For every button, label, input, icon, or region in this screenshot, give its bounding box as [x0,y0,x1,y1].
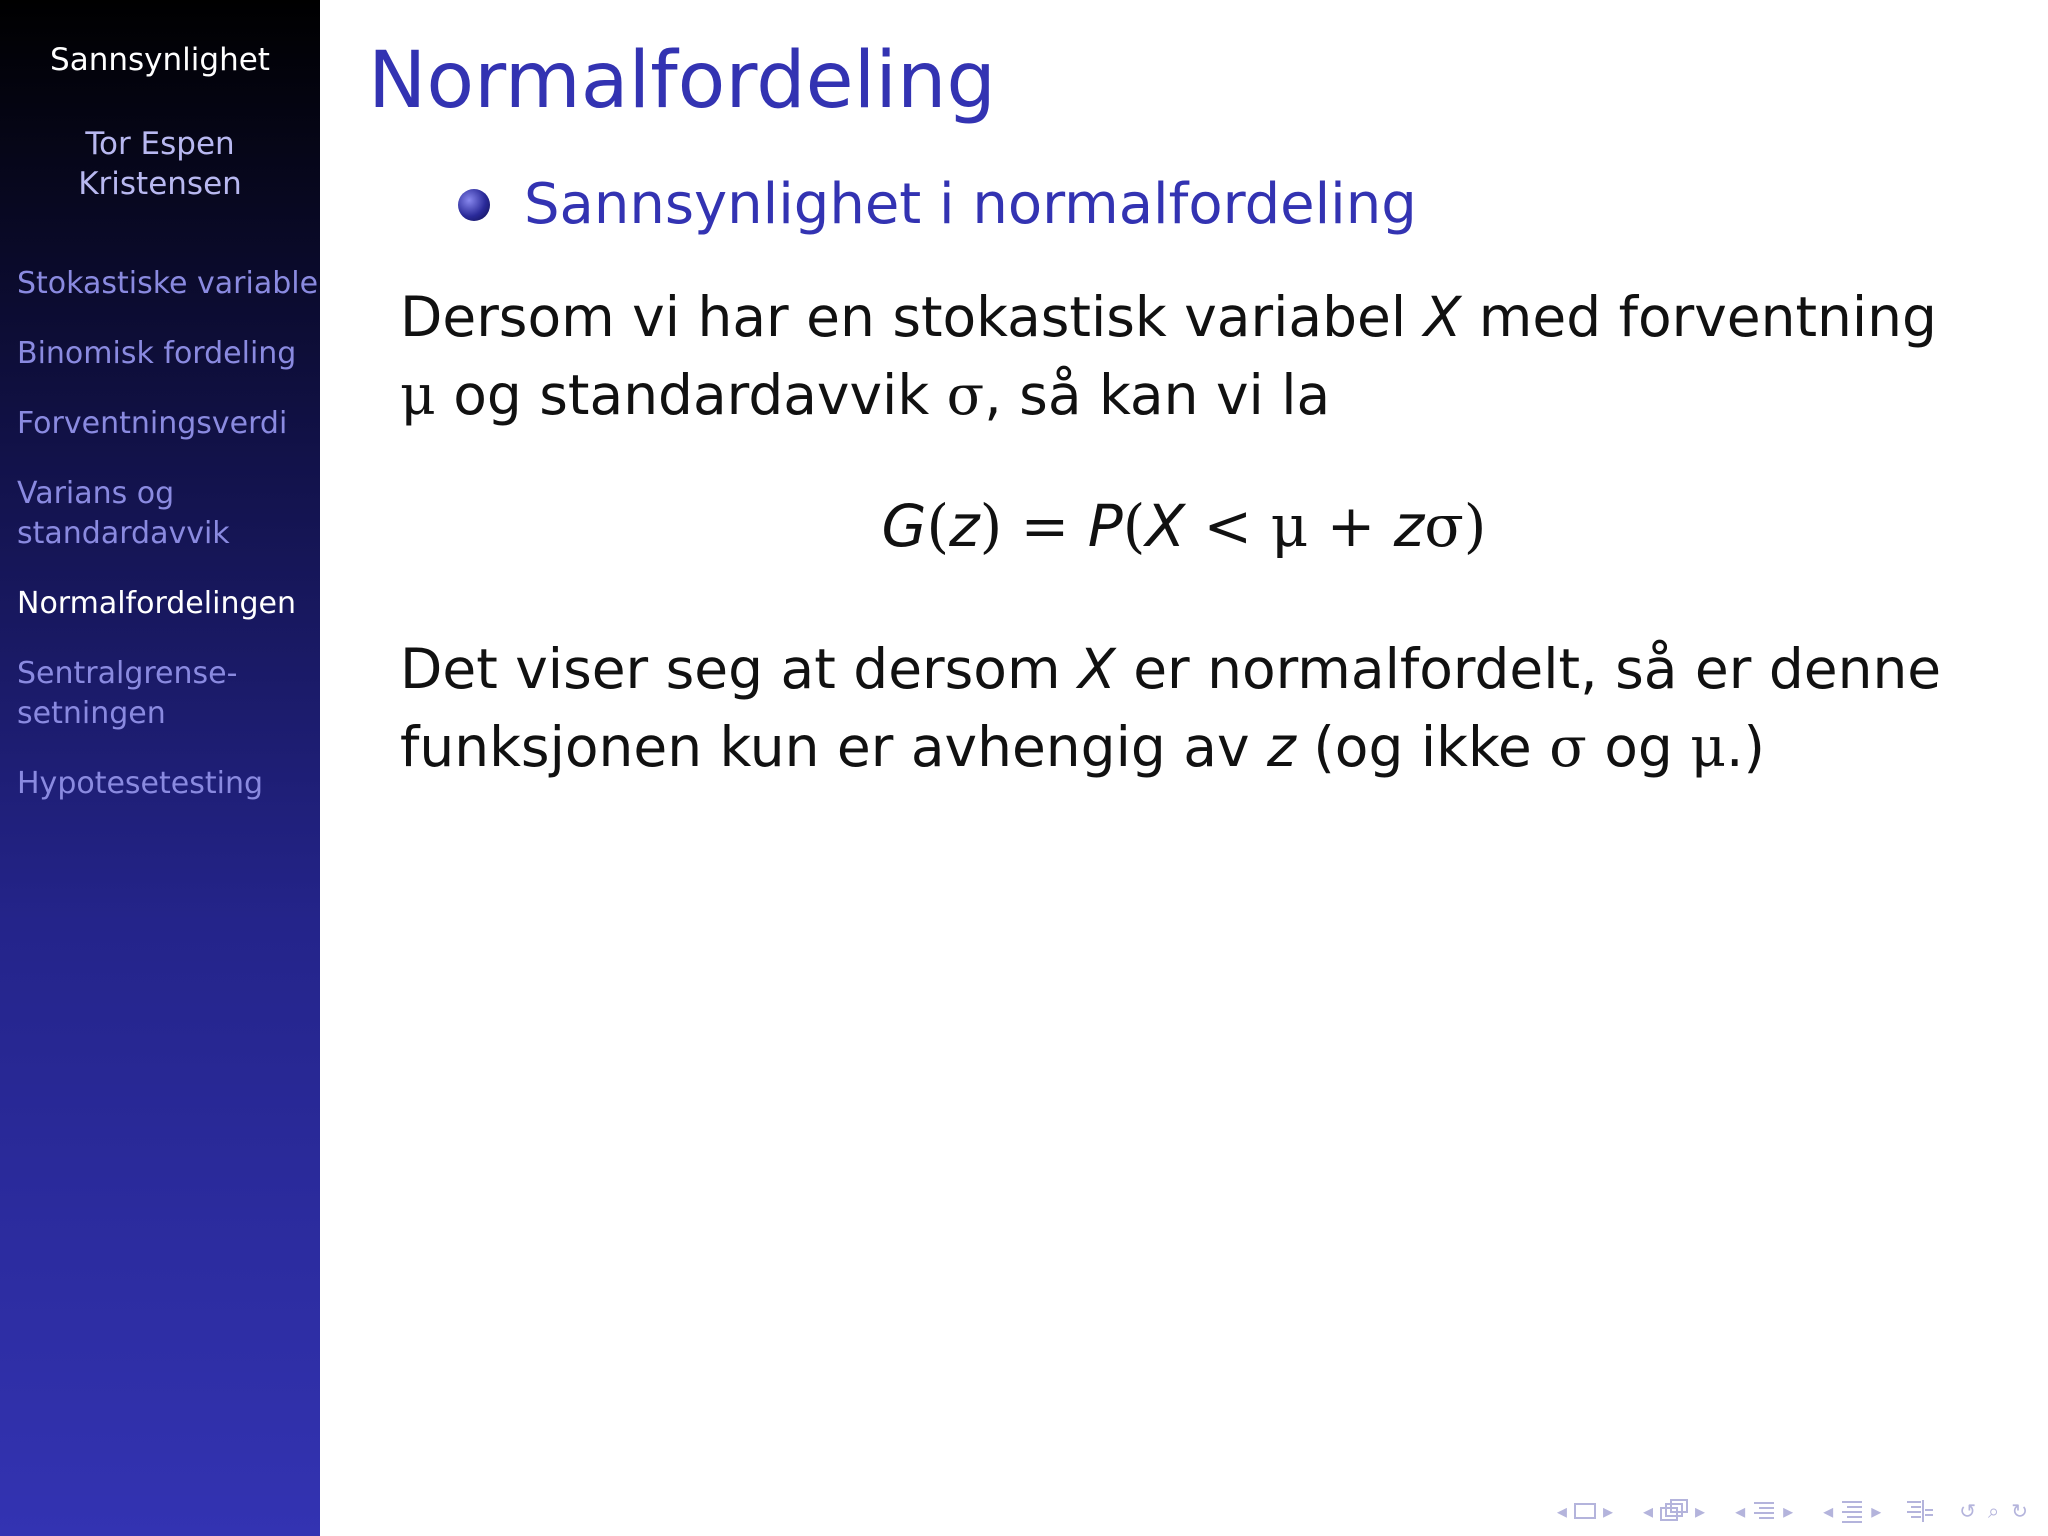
formula-rparen-1: ) [979,492,1003,560]
formula-equals: = [1002,492,1088,560]
sidebar-item-hypotesetesting[interactable] [17,764,317,804]
sidebar-author[interactable] [0,124,320,204]
search-icon[interactable]: ⌕ [1988,1499,2000,1523]
sidebar-item-label-2: standardavvik [17,516,230,551]
p2-text-e: .) [1726,715,1765,779]
sidebar-item-normalfordelingen[interactable] [17,584,317,624]
paragraph-result [400,630,1960,786]
formula-z-1: z [949,492,980,560]
sidebar-item-label: Hypotesetesting [17,766,264,801]
nav-tools-group[interactable] [1953,1499,2034,1523]
nav-next-slide-arrow-icon[interactable]: ▸ [1602,1499,1613,1523]
subsection-icon [1751,1498,1777,1524]
formula-mu: μ [1270,492,1309,560]
bullet-item [458,172,1417,237]
document-icon [1905,1498,1935,1524]
formula-plus: + [1308,492,1394,560]
p1-sigma: σ [946,363,985,427]
p2-var-z: z [1266,715,1296,779]
sidebar-item-label: Sentralgrense- [17,656,238,691]
nav-next-subsection-arrow-icon[interactable]: ▸ [1783,1499,1794,1523]
p2-text-d: og [1586,715,1691,779]
undo-icon[interactable]: ↺ [1959,1499,1977,1523]
sidebar-item-label: Binomisk fordeling [17,336,297,371]
nav-prev-slide-arrow-icon[interactable]: ◂ [1556,1499,1567,1523]
p1-mu: μ [400,363,436,427]
nav-prev-subsection-arrow-icon[interactable]: ◂ [1735,1499,1746,1523]
nav-slide-group[interactable] [1551,1499,1619,1523]
nav-next-section-arrow-icon[interactable]: ▸ [1871,1499,1882,1523]
frame-title: Normalfordeling [368,36,996,126]
formula-lparen-2: ( [1122,492,1146,560]
nav-frame-group[interactable] [1637,1498,1711,1524]
p1-text-c: og standardavvik [435,363,947,427]
nav-next-frame-arrow-icon[interactable]: ▸ [1695,1499,1706,1523]
nav-subsection-group[interactable] [1729,1498,1799,1524]
sidebar-title[interactable]: Sannsynlighet [50,42,270,78]
p1-text-b: med forventning [1461,285,1937,349]
p2-text-a: Det viser seg at dersom [400,637,1079,701]
formula-g: G [881,492,927,560]
paragraph-definition [400,278,1960,434]
p2-text-b: er normalfordelt, så er denne funksjonen kun er avhengig av [400,637,1942,779]
author-line-1: Tor Espen [85,126,235,162]
sidebar-item-sentralgrensesetningen[interactable] [17,654,317,734]
formula-rparen-2: ) [1463,492,1487,560]
formula-z-2: z [1393,492,1425,560]
formula [0,492,2048,560]
sidebar-item-label: Stokastiske variable [17,266,319,301]
formula-lparen-1: ( [926,492,950,560]
p1-var-x: X [1423,285,1462,349]
sidebar-item-label: Varians og [17,476,175,511]
author-line-2: Kristensen [78,166,242,202]
formula-x: X [1145,492,1186,560]
sidebar-item-stokastiske-variable[interactable] [17,264,317,304]
sidebar-item-forventningsverdi[interactable] [17,404,317,444]
formula-p: P [1087,492,1123,560]
section-icon [1839,1498,1865,1524]
p2-var-x: X [1078,637,1116,701]
sidebar-item-binomisk-fordeling[interactable] [17,334,317,374]
nav-prev-frame-arrow-icon[interactable]: ◂ [1642,1499,1654,1523]
formula-sigma: σ [1424,492,1464,560]
sidebar-item-label: Forventningsverdi [17,406,288,441]
sidebar-item-label: Normalfordelingen [17,586,296,621]
p1-text-d: , så kan vi la [984,363,1331,427]
nav-section-group[interactable] [1817,1498,1887,1524]
p1-text-a: Dersom vi har en stokastisk variabel [400,285,1424,349]
p2-text-c: (og ikke [1295,715,1550,779]
slide-icon [1573,1501,1597,1521]
bullet-ball-icon [458,189,490,221]
redo-icon[interactable]: ↻ [2011,1499,2028,1523]
sidebar [0,0,320,1536]
bullet-text: Sannsynlighet i normalfordeling [524,172,1417,237]
sidebar-item-label-2: setningen [17,696,166,731]
p2-sigma: σ [1549,715,1587,779]
nav-prev-section-arrow-icon[interactable]: ◂ [1823,1499,1834,1523]
nav-document-group[interactable] [1905,1498,1935,1524]
frame-icon [1659,1498,1689,1524]
formula-less-than: < [1185,492,1271,560]
p2-mu: μ [1690,715,1727,779]
navigation-bar [1537,1498,2034,1524]
